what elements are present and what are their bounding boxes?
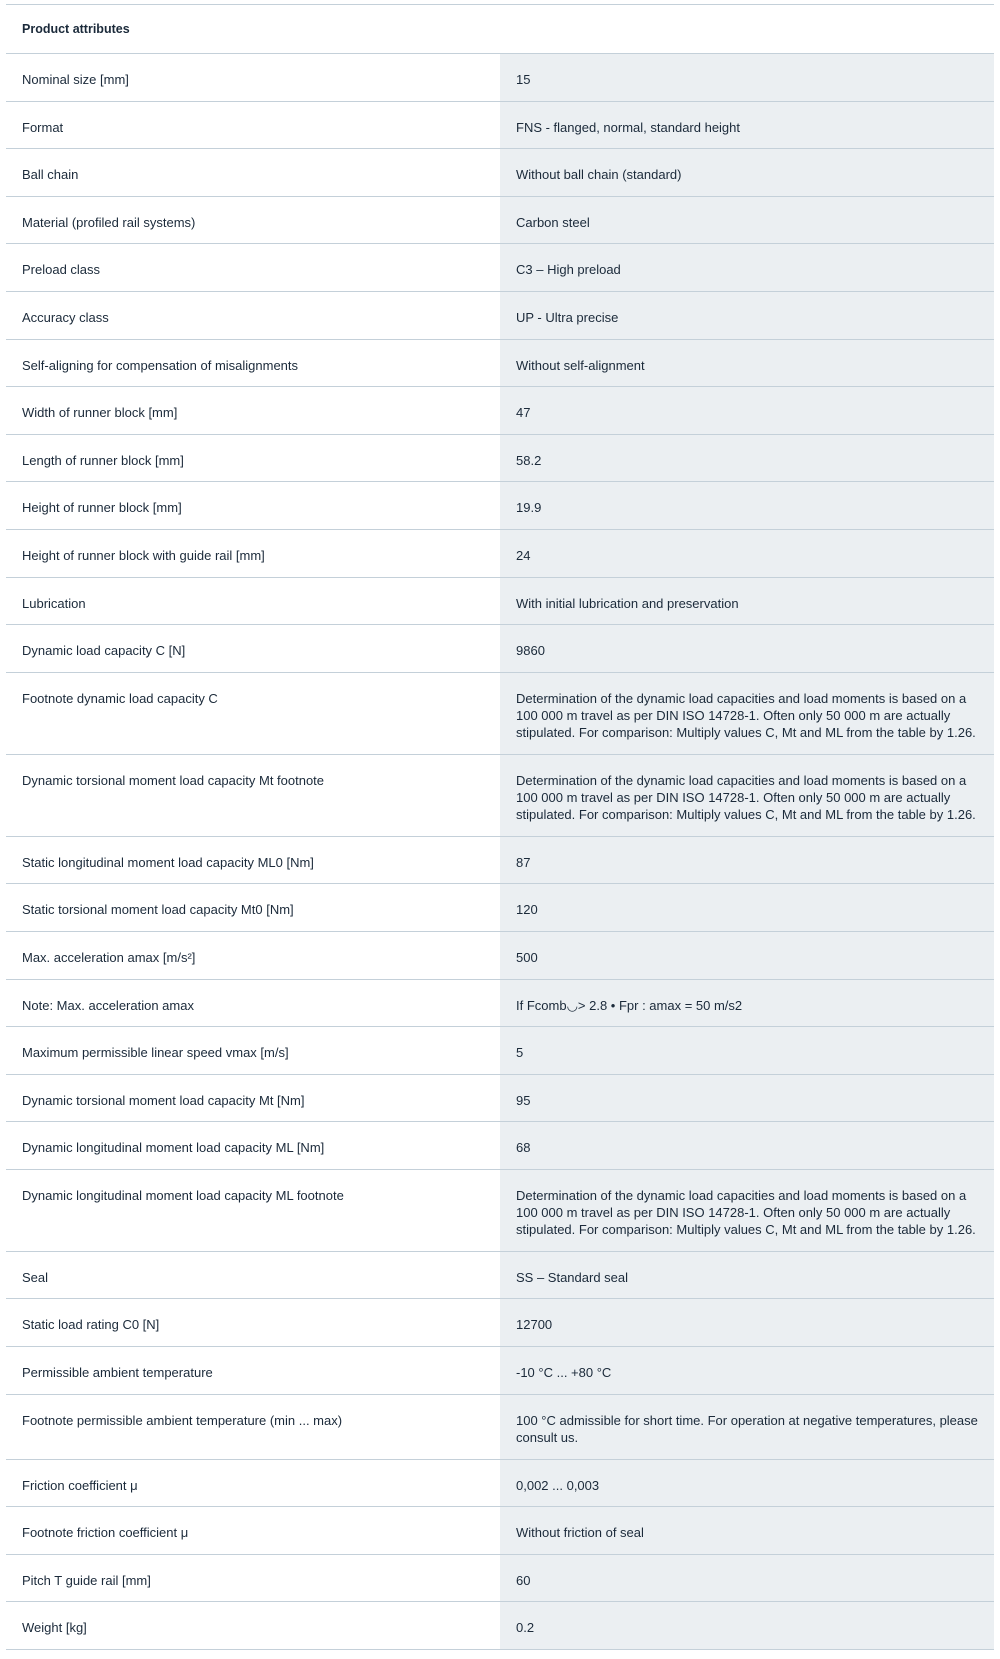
table-row bbox=[6, 1395, 994, 1460]
attribute-value: Without friction of seal bbox=[500, 1507, 994, 1554]
table-row bbox=[6, 1027, 994, 1075]
attribute-value: 0,002 ... 0,003 bbox=[500, 1460, 994, 1507]
attribute-value: 60 bbox=[500, 1555, 994, 1602]
table-row bbox=[6, 340, 994, 388]
attribute-value: Without ball chain (standard) bbox=[500, 149, 994, 196]
attribute-label: Format bbox=[22, 119, 64, 135]
table-row bbox=[6, 387, 994, 435]
table-row bbox=[6, 1507, 994, 1555]
table-row bbox=[6, 1122, 994, 1170]
attribute-value: UP - Ultra precise bbox=[500, 292, 994, 339]
attribute-label: Footnote permissible ambient temperature (min ... max) bbox=[22, 1412, 343, 1428]
attribute-label: Lubrication bbox=[22, 595, 86, 611]
attribute-label: Nominal size [mm] bbox=[22, 72, 129, 87]
table-row bbox=[6, 884, 994, 932]
attribute-value: If Fcomb◡> 2.8 • Fpr : amax = 50 m/s2 bbox=[500, 980, 994, 1027]
table-row bbox=[6, 149, 994, 197]
table-row bbox=[6, 1460, 994, 1508]
attribute-label: Permissible ambient temperature bbox=[22, 1365, 213, 1381]
attribute-label: Pitch T guide rail [mm] bbox=[22, 1572, 151, 1588]
table-row bbox=[6, 1602, 994, 1650]
table-row bbox=[6, 837, 994, 885]
attribute-label: Height of runner block [mm] bbox=[22, 500, 182, 516]
attribute-value: With initial lubrication and preservation bbox=[500, 578, 994, 625]
table-row bbox=[6, 197, 994, 245]
attribute-label: Friction coefficient μ bbox=[22, 1477, 138, 1493]
attribute-value: Determination of the dynamic load capacities and load moments is based on a 100 000 m travel as per DIN ISO 14728-1. Often only 50 000 m are actually stipulated. For comparison: Multiply values C, Mt and ML from the table by 1.26. bbox=[500, 755, 994, 836]
attribute-label: Length of runner block [mm] bbox=[22, 452, 184, 468]
attribute-label: Width of runner block [mm] bbox=[22, 405, 178, 421]
attribute-value: 120 bbox=[500, 884, 994, 931]
attribute-value: 24 bbox=[500, 530, 994, 577]
attribute-value: 95 bbox=[500, 1075, 994, 1122]
attribute-value: 500 bbox=[500, 932, 994, 979]
table-row bbox=[6, 244, 994, 292]
attribute-value: 5 bbox=[500, 1027, 994, 1074]
table-row bbox=[6, 435, 994, 483]
attribute-label: Static longitudinal moment load capacity ML0 [Nm] bbox=[22, 854, 314, 870]
table-row bbox=[6, 932, 994, 980]
attribute-label: Material (profiled rail systems) bbox=[22, 214, 196, 230]
table-row bbox=[6, 980, 994, 1028]
attribute-value: 15 bbox=[500, 54, 994, 101]
product-attributes-table bbox=[6, 4, 994, 1650]
table-row bbox=[6, 292, 994, 340]
attribute-value: 58.2 bbox=[500, 435, 994, 482]
table-row bbox=[6, 1347, 994, 1395]
table-row bbox=[6, 54, 994, 102]
attribute-value: 19.9 bbox=[500, 482, 994, 529]
attribute-label: Note: Max. acceleration amax bbox=[22, 997, 194, 1013]
attribute-label: Ball chain bbox=[22, 167, 79, 183]
table-row bbox=[6, 578, 994, 626]
table-row bbox=[6, 102, 994, 150]
attribute-label: Maximum permissible linear speed vmax [m/s] bbox=[22, 1045, 289, 1061]
table-row bbox=[6, 755, 994, 837]
table-header: Product attributes bbox=[6, 5, 994, 54]
attribute-value: 9860 bbox=[500, 625, 994, 672]
attribute-value: -10 °C ... +80 °C bbox=[500, 1347, 994, 1394]
attribute-value: 87 bbox=[500, 837, 994, 884]
attribute-label: Seal bbox=[22, 1269, 49, 1285]
attribute-label: Dynamic torsional moment load capacity Mt footnote bbox=[22, 772, 325, 788]
attribute-value: 100 °C admissible for short time. For operation at negative temperatures, please consult us. bbox=[500, 1395, 994, 1459]
table-row bbox=[6, 1299, 994, 1347]
table-row bbox=[6, 1075, 994, 1123]
attribute-value: 12700 bbox=[500, 1299, 994, 1346]
attribute-label: Dynamic longitudinal moment load capacity ML footnote bbox=[22, 1187, 344, 1203]
attribute-label: Weight [kg] bbox=[22, 1620, 87, 1636]
attribute-label: Height of runner block with guide rail [mm] bbox=[22, 547, 265, 563]
attribute-value: 0.2 bbox=[500, 1602, 994, 1649]
attribute-label: Footnote friction coefficient μ bbox=[22, 1525, 189, 1541]
table-row bbox=[6, 1252, 994, 1300]
table-row bbox=[6, 1555, 994, 1603]
attribute-label: Footnote dynamic load capacity C bbox=[22, 690, 218, 706]
attribute-value: Determination of the dynamic load capacities and load moments is based on a 100 000 m travel as per DIN ISO 14728-1. Often only 50 000 m are actually stipulated. For comparison: Multiply values C, Mt and ML from the table by 1.26. bbox=[500, 673, 994, 754]
attribute-label: Dynamic longitudinal moment load capacity ML [Nm] bbox=[22, 1140, 325, 1156]
attribute-label: Static torsional moment load capacity Mt0 [Nm] bbox=[22, 902, 294, 918]
attribute-value: 47 bbox=[500, 387, 994, 434]
attribute-value: 68 bbox=[500, 1122, 994, 1169]
attribute-value: Determination of the dynamic load capacities and load moments is based on a 100 000 m travel as per DIN ISO 14728-1. Often only 50 000 m are actually stipulated. For comparison: Multiply values C, Mt and ML from the table by 1.26. bbox=[500, 1170, 994, 1251]
table-row bbox=[6, 482, 994, 530]
attribute-label: Dynamic torsional moment load capacity Mt [Nm] bbox=[22, 1092, 305, 1108]
attribute-label: Preload class bbox=[22, 262, 101, 278]
table-row bbox=[6, 1170, 994, 1252]
attribute-label: Dynamic load capacity C [N] bbox=[22, 643, 186, 659]
attribute-label: Max. acceleration amax [m/s²] bbox=[22, 949, 196, 965]
attribute-value: FNS - flanged, normal, standard height bbox=[500, 102, 994, 149]
attribute-value: Without self-alignment bbox=[500, 340, 994, 387]
table-row bbox=[6, 673, 994, 755]
attribute-label: Self-aligning for compensation of misalignments bbox=[22, 357, 299, 373]
attribute-label: Static load rating C0 [N] bbox=[22, 1317, 160, 1333]
attribute-label: Accuracy class bbox=[22, 309, 109, 325]
attribute-value: C3 – High preload bbox=[500, 244, 994, 291]
attribute-value: SS – Standard seal bbox=[500, 1252, 994, 1299]
attribute-value: Carbon steel bbox=[500, 197, 994, 244]
table-row bbox=[6, 625, 994, 673]
table-row bbox=[6, 530, 994, 578]
